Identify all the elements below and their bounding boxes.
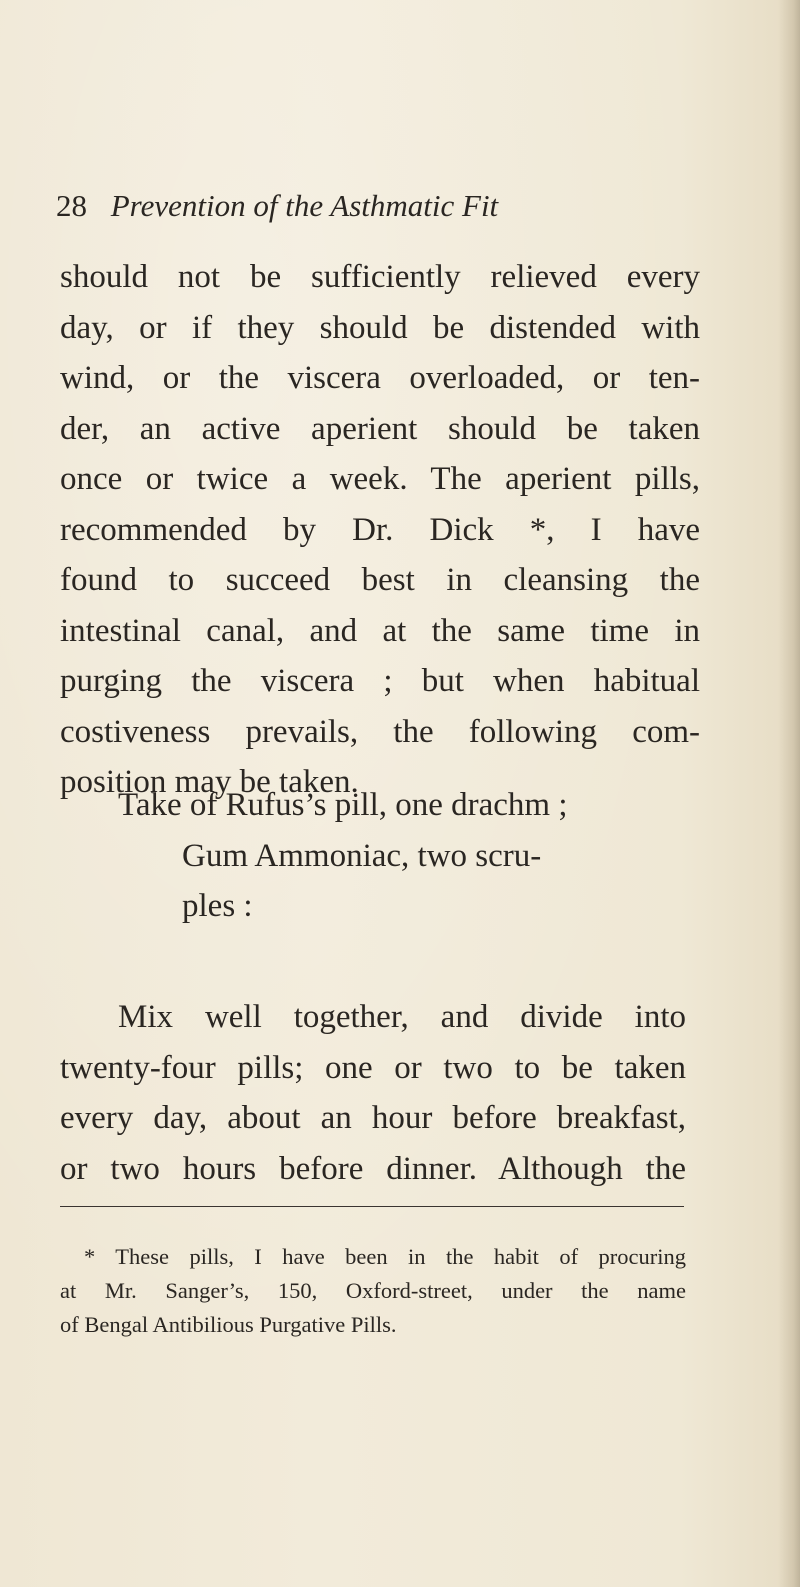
text-line: should not be sufficiently relieved every	[60, 259, 700, 295]
text-line: costiveness prevails, the following com-	[60, 713, 700, 750]
text-line: or two hours before dinner. Although the	[60, 1150, 686, 1187]
recipe-line: Take of Rufus’s pill, one drachm ;	[118, 787, 568, 823]
text-line: recommended by Dr. Dick *, I have	[60, 511, 700, 548]
paragraph-1	[60, 252, 700, 808]
footnote-line: at Mr. Sanger’s, 150, Oxford-street, under the name	[60, 1278, 686, 1303]
footnote-line: of Bengal Antibilious Purgative Pills.	[60, 1312, 397, 1337]
text-line: once or twice a week. The aperient pills,	[60, 461, 700, 497]
recipe-line: ples :	[182, 888, 253, 924]
footnote	[60, 1240, 686, 1342]
text-line: der, an active aperient should be taken	[60, 410, 700, 447]
text-line: day, or if they should be distended with	[60, 309, 700, 346]
text-line: position may be taken.	[60, 764, 359, 800]
recipe-block	[118, 780, 678, 932]
running-title: Prevention of the Asthmatic Fit	[110, 188, 499, 223]
paragraph-2	[60, 992, 686, 1194]
running-header	[56, 188, 696, 224]
text-line: found to succeed best in cleansing the	[60, 562, 700, 598]
text-line: Mix well together, and divide into	[118, 999, 686, 1035]
text-line: every day, about an hour before breakfast,	[60, 1100, 686, 1136]
page-number: 28	[56, 188, 87, 223]
footnote-line: * These pills, I have been in the habit of procuring	[84, 1244, 686, 1269]
text-line: twenty-four pills; one or two to be taken	[60, 1049, 686, 1086]
footnote-rule	[60, 1206, 684, 1207]
text-line: wind, or the viscera overloaded, or ten-	[60, 360, 700, 396]
text-line: intestinal canal, and at the same time in	[60, 612, 700, 649]
recipe-line: Gum Ammoniac, two scru-	[182, 837, 542, 874]
page-edge-shadow	[778, 0, 800, 1587]
text-line: purging the viscera ; but when habitual	[60, 663, 700, 699]
